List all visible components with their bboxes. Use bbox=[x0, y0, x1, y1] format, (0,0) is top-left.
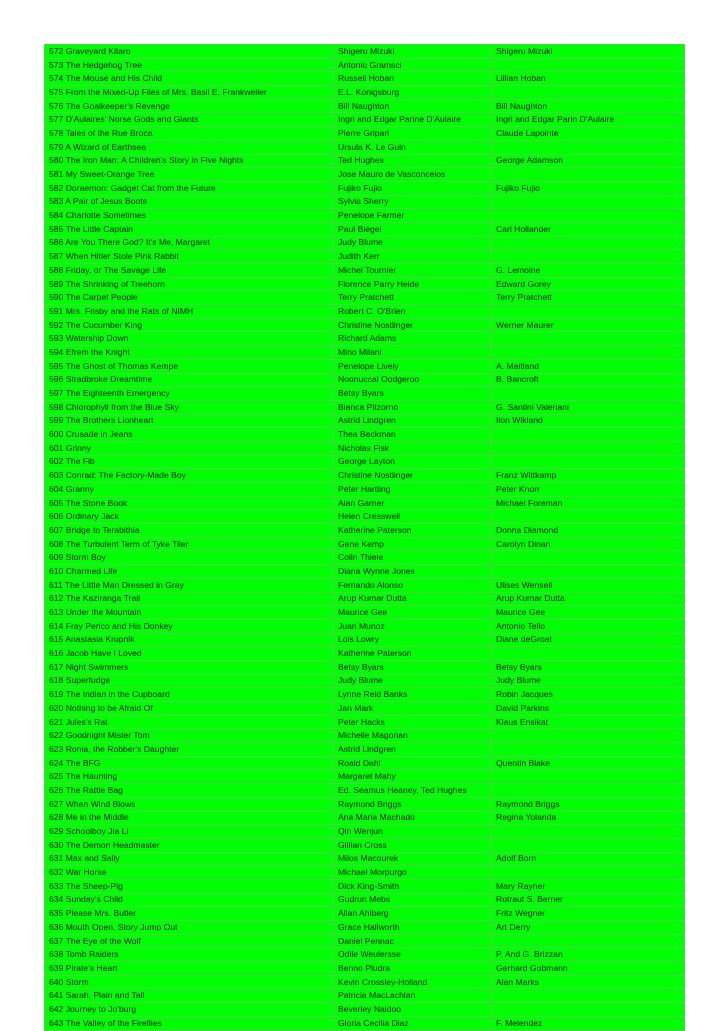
author-cell: Mino Milani bbox=[334, 346, 492, 360]
illustrator-cell bbox=[492, 332, 685, 346]
author-cell: Bill Naughton bbox=[334, 99, 492, 113]
author-cell: Ana Maria Machado bbox=[334, 811, 492, 825]
illustrator-cell: Diane deGroat bbox=[492, 633, 685, 647]
author-cell: Helen Cresswell bbox=[334, 510, 492, 524]
illustrator-cell: David Parkins bbox=[492, 702, 685, 716]
title-cell: 637 The Eye of the Wolf bbox=[45, 934, 334, 948]
table-row bbox=[45, 619, 685, 633]
author-cell: Milos Macourek bbox=[334, 852, 492, 866]
illustrator-cell: G. Santini Valeriani bbox=[492, 400, 685, 414]
title-cell: 631 Max and Sally bbox=[45, 852, 334, 866]
table-row bbox=[45, 606, 685, 620]
title-cell: 590 The Carpet People bbox=[45, 291, 334, 305]
table-row bbox=[45, 154, 685, 168]
table-row bbox=[45, 373, 685, 387]
author-cell: Richard Adams bbox=[334, 332, 492, 346]
illustrator-cell: Peter Knorr bbox=[492, 483, 685, 497]
illustrator-cell: A. Maitland bbox=[492, 359, 685, 373]
table-row bbox=[45, 222, 685, 236]
illustrator-cell: Shigeru Mizuki bbox=[492, 45, 685, 59]
author-cell: Astrid Lindgren bbox=[334, 743, 492, 757]
title-cell: 611 The Little Man Dressed in Gray bbox=[45, 578, 334, 592]
table-row bbox=[45, 989, 685, 1003]
illustrator-cell bbox=[492, 647, 685, 661]
title-cell: 582 Doraemon: Gadget Cat from the Future bbox=[45, 181, 334, 195]
illustrator-cell: Ilon Wikland bbox=[492, 414, 685, 428]
author-cell: Judy Blume bbox=[334, 674, 492, 688]
author-cell: Arup Kumar Dutta bbox=[334, 592, 492, 606]
table-row bbox=[45, 236, 685, 250]
title-cell: 576 The Goalkeeper's Revenge bbox=[45, 99, 334, 113]
title-cell: 594 Efrem the Knight bbox=[45, 346, 334, 360]
table-row bbox=[45, 469, 685, 483]
illustrator-cell bbox=[492, 58, 685, 72]
table-row bbox=[45, 838, 685, 852]
illustrator-cell: F. Melendez bbox=[492, 1016, 685, 1030]
title-cell: 577 D'Aulaires' Norse Gods and Giants bbox=[45, 113, 334, 127]
table-row bbox=[45, 58, 685, 72]
book-list-table bbox=[44, 44, 685, 1031]
illustrator-cell bbox=[492, 934, 685, 948]
table-row bbox=[45, 140, 685, 154]
table-row bbox=[45, 770, 685, 784]
title-cell: 597 The Eighteenth Emergency bbox=[45, 387, 334, 401]
title-cell: 621 Jules's Rat bbox=[45, 715, 334, 729]
author-cell: Michael Morpurgo bbox=[334, 866, 492, 880]
author-cell: Gloria Cecilia Diaz bbox=[334, 1016, 492, 1030]
title-cell: 574 The Mouse and His Child bbox=[45, 72, 334, 86]
illustrator-cell bbox=[492, 250, 685, 264]
illustrator-cell bbox=[492, 441, 685, 455]
author-cell: Dick King-Smith bbox=[334, 879, 492, 893]
author-cell: Nicholas Fisk bbox=[334, 441, 492, 455]
title-cell: 605 The Stone Book bbox=[45, 496, 334, 510]
title-cell: 606 Ordinary Jack bbox=[45, 510, 334, 524]
table-row bbox=[45, 1003, 685, 1017]
table-row bbox=[45, 729, 685, 743]
table-row bbox=[45, 264, 685, 278]
illustrator-cell: Raymond Briggs bbox=[492, 797, 685, 811]
table-row bbox=[45, 483, 685, 497]
illustrator-cell bbox=[492, 825, 685, 839]
illustrator-cell bbox=[492, 305, 685, 319]
title-cell: 585 The Little Captain bbox=[45, 222, 334, 236]
table-row bbox=[45, 551, 685, 565]
illustrator-cell: Claude Lapointe bbox=[492, 127, 685, 141]
illustrator-cell bbox=[492, 770, 685, 784]
table-row bbox=[45, 797, 685, 811]
title-cell: 629 Schoolboy Jia Li bbox=[45, 825, 334, 839]
table-row bbox=[45, 86, 685, 100]
table-row bbox=[45, 921, 685, 935]
table-row bbox=[45, 346, 685, 360]
illustrator-cell bbox=[492, 784, 685, 798]
table-row bbox=[45, 291, 685, 305]
table-row bbox=[45, 702, 685, 716]
table-row bbox=[45, 455, 685, 469]
author-cell: Fernando Alonso bbox=[334, 578, 492, 592]
table-row bbox=[45, 537, 685, 551]
author-cell: Jan Mark bbox=[334, 702, 492, 716]
title-cell: 572 Graveyard Kitaro bbox=[45, 45, 334, 59]
author-cell: Gene Kemp bbox=[334, 537, 492, 551]
table-row bbox=[45, 934, 685, 948]
illustrator-cell: Ulises Wensell bbox=[492, 578, 685, 592]
table-row bbox=[45, 907, 685, 921]
table-row bbox=[45, 387, 685, 401]
author-cell: Betsy Byars bbox=[334, 387, 492, 401]
author-cell: Astrid Lindgren bbox=[334, 414, 492, 428]
author-cell: Alan Garner bbox=[334, 496, 492, 510]
author-cell: Judy Blume bbox=[334, 236, 492, 250]
illustrator-cell bbox=[492, 565, 685, 579]
illustrator-cell: Betsy Byars bbox=[492, 660, 685, 674]
title-cell: 584 Charlotte Sometimes bbox=[45, 209, 334, 223]
title-cell: 578 Tales of the Rue Broca bbox=[45, 127, 334, 141]
illustrator-cell: Franz Wittkamp bbox=[492, 469, 685, 483]
table-row bbox=[45, 688, 685, 702]
illustrator-cell bbox=[492, 140, 685, 154]
table-row bbox=[45, 756, 685, 770]
table-row bbox=[45, 441, 685, 455]
table-row bbox=[45, 113, 685, 127]
title-cell: 634 Sunday's Child bbox=[45, 893, 334, 907]
author-cell: Odile Weulersse bbox=[334, 948, 492, 962]
table-row bbox=[45, 578, 685, 592]
author-cell: Robert C. O'Brien bbox=[334, 305, 492, 319]
author-cell: Pierre Gripari bbox=[334, 127, 492, 141]
illustrator-cell bbox=[492, 387, 685, 401]
author-cell: Noonuccal Oodgeroo bbox=[334, 373, 492, 387]
author-cell: Raymond Briggs bbox=[334, 797, 492, 811]
table-row bbox=[45, 318, 685, 332]
illustrator-cell: Art Derry bbox=[492, 921, 685, 935]
author-cell: Katherine Paterson bbox=[334, 524, 492, 538]
author-cell: Colin Thiele bbox=[334, 551, 492, 565]
author-cell: Allan Ahlberg bbox=[334, 907, 492, 921]
table-row bbox=[45, 784, 685, 798]
author-cell: Patricia MacLachlan bbox=[334, 989, 492, 1003]
illustrator-cell: Antonio Tello bbox=[492, 619, 685, 633]
table-row bbox=[45, 660, 685, 674]
title-cell: 600 Crusade in Jeans bbox=[45, 428, 334, 442]
illustrator-cell: Maurice Gee bbox=[492, 606, 685, 620]
table-row bbox=[45, 305, 685, 319]
table-row bbox=[45, 1016, 685, 1030]
illustrator-cell: G. Lemoine bbox=[492, 264, 685, 278]
table-row bbox=[45, 72, 685, 86]
author-cell: Lois Lowry bbox=[334, 633, 492, 647]
author-cell: Paul Biegel bbox=[334, 222, 492, 236]
table-row bbox=[45, 962, 685, 976]
illustrator-cell bbox=[492, 428, 685, 442]
author-cell: Sylvia Sherry bbox=[334, 195, 492, 209]
illustrator-cell: Ingri and Edgar Parin D'Aulaire bbox=[492, 113, 685, 127]
author-cell: Margaret Mahy bbox=[334, 770, 492, 784]
author-cell: Jose Mauro de Vasconcelos bbox=[334, 168, 492, 182]
author-cell: Russell Hoban bbox=[334, 72, 492, 86]
title-cell: 623 Ronia, the Robber's Daughter bbox=[45, 743, 334, 757]
title-cell: 609 Storm Boy bbox=[45, 551, 334, 565]
illustrator-cell: Carl Hollander bbox=[492, 222, 685, 236]
illustrator-cell bbox=[492, 86, 685, 100]
table-row bbox=[45, 428, 685, 442]
title-cell: 608 The Turbulent Term of Tyke Tiler bbox=[45, 537, 334, 551]
table-row bbox=[45, 332, 685, 346]
table-row bbox=[45, 209, 685, 223]
table-row bbox=[45, 565, 685, 579]
author-cell: Fujiko Fujio bbox=[334, 181, 492, 195]
title-cell: 619 The Indian in the Cupboard bbox=[45, 688, 334, 702]
illustrator-cell: Michael Foreman bbox=[492, 496, 685, 510]
table-row bbox=[45, 674, 685, 688]
table-row bbox=[45, 510, 685, 524]
author-cell: Juan Munoz bbox=[334, 619, 492, 633]
title-cell: 633 The Sheep-Pig bbox=[45, 879, 334, 893]
title-cell: 641 Sarah, Plain and Tall bbox=[45, 989, 334, 1003]
author-cell: Shigeru Mizuki bbox=[334, 45, 492, 59]
author-cell: Ursula K. Le Guin bbox=[334, 140, 492, 154]
illustrator-cell: Fritz Wegner bbox=[492, 907, 685, 921]
table-row bbox=[45, 948, 685, 962]
table-row bbox=[45, 633, 685, 647]
title-cell: 599 The Brothers Lionheart bbox=[45, 414, 334, 428]
table-row bbox=[45, 496, 685, 510]
title-cell: 622 Goodnight Mister Tom bbox=[45, 729, 334, 743]
illustrator-cell bbox=[492, 209, 685, 223]
author-cell: Gudrun Mebs bbox=[334, 893, 492, 907]
illustrator-cell bbox=[492, 729, 685, 743]
table-row bbox=[45, 168, 685, 182]
table-row bbox=[45, 743, 685, 757]
author-cell: Ted Hughes bbox=[334, 154, 492, 168]
table-row bbox=[45, 592, 685, 606]
title-cell: 620 Nothing to be Afraid Of bbox=[45, 702, 334, 716]
illustrator-cell bbox=[492, 236, 685, 250]
title-cell: 579 A Wizard of Earthsea bbox=[45, 140, 334, 154]
table-row bbox=[45, 277, 685, 291]
table-row bbox=[45, 524, 685, 538]
title-cell: 595 The Ghost of Thomas Kempe bbox=[45, 359, 334, 373]
author-cell: George Layton bbox=[334, 455, 492, 469]
illustrator-cell bbox=[492, 989, 685, 1003]
table-row bbox=[45, 400, 685, 414]
title-cell: 632 War Horse bbox=[45, 866, 334, 880]
title-cell: 636 Mouth Open, Story Jump Out bbox=[45, 921, 334, 935]
title-cell: 643 The Valley of the Fireflies bbox=[45, 1016, 334, 1030]
table-row bbox=[45, 99, 685, 113]
illustrator-cell: Adolf Born bbox=[492, 852, 685, 866]
title-cell: 639 Pirate's Heart bbox=[45, 962, 334, 976]
title-cell: 640 Storm bbox=[45, 975, 334, 989]
table-row bbox=[45, 852, 685, 866]
author-cell: Katherine Paterson bbox=[334, 647, 492, 661]
author-cell: Christine Nostlinger bbox=[334, 469, 492, 483]
author-cell: Roald Dahl bbox=[334, 756, 492, 770]
illustrator-cell: Werner Maurer bbox=[492, 318, 685, 332]
title-cell: 589 The Shrinking of Treehorn bbox=[45, 277, 334, 291]
title-cell: 635 Please Mrs. Butler bbox=[45, 907, 334, 921]
author-cell: Antonio Gramsci bbox=[334, 58, 492, 72]
author-cell: Beverley Naidoo bbox=[334, 1003, 492, 1017]
illustrator-cell bbox=[492, 1003, 685, 1017]
illustrator-cell: Donna Diamond bbox=[492, 524, 685, 538]
illustrator-cell: Robin Jacques bbox=[492, 688, 685, 702]
author-cell: Benno Pludra bbox=[334, 962, 492, 976]
title-cell: 583 A Pair of Jesus Boots bbox=[45, 195, 334, 209]
table-row bbox=[45, 825, 685, 839]
title-cell: 587 When Hitler Stole Pink Rabbit bbox=[45, 250, 334, 264]
author-cell: Peter Hacks bbox=[334, 715, 492, 729]
author-cell: Diana Wynne Jones bbox=[334, 565, 492, 579]
title-cell: 575 From the Mixed-Up Files of Mrs. Basil E. Frankweiler bbox=[45, 86, 334, 100]
title-cell: 625 The Haunting bbox=[45, 770, 334, 784]
author-cell: Penelope Farmer bbox=[334, 209, 492, 223]
title-cell: 630 The Demon Headmaster bbox=[45, 838, 334, 852]
title-cell: 614 Fray Perico and His Donkey bbox=[45, 619, 334, 633]
title-cell: 617 Night Swimmers bbox=[45, 660, 334, 674]
table-row bbox=[45, 715, 685, 729]
title-cell: 592 The Cucumber King bbox=[45, 318, 334, 332]
table-row bbox=[45, 879, 685, 893]
illustrator-cell: Lillian Hoban bbox=[492, 72, 685, 86]
title-cell: 624 The BFG bbox=[45, 756, 334, 770]
table-row bbox=[45, 866, 685, 880]
author-cell: Penelope Lively bbox=[334, 359, 492, 373]
illustrator-cell: Bill Naughton bbox=[492, 99, 685, 113]
title-cell: 598 Chlorophyll from the Blue Sky bbox=[45, 400, 334, 414]
illustrator-cell: Rotraut S. Berner bbox=[492, 893, 685, 907]
author-cell: E.L. Konigsburg bbox=[334, 86, 492, 100]
illustrator-cell: Regina Yolanda bbox=[492, 811, 685, 825]
illustrator-cell bbox=[492, 346, 685, 360]
illustrator-cell: Edward Gorey bbox=[492, 277, 685, 291]
author-cell: Ingri and Edgar Parine D'Aulaire bbox=[334, 113, 492, 127]
illustrator-cell bbox=[492, 551, 685, 565]
illustrator-cell bbox=[492, 838, 685, 852]
table-row bbox=[45, 647, 685, 661]
author-cell: Gillian Cross bbox=[334, 838, 492, 852]
title-cell: 573 The Hedgehog Tree bbox=[45, 58, 334, 72]
author-cell: Michelle Magorian bbox=[334, 729, 492, 743]
title-cell: 612 The Kaziranga Trail bbox=[45, 592, 334, 606]
table-row bbox=[45, 127, 685, 141]
author-cell: Judith Kerr bbox=[334, 250, 492, 264]
title-cell: 616 Jacob Have I Loved bbox=[45, 647, 334, 661]
author-cell: Maurice Gee bbox=[334, 606, 492, 620]
author-cell: Daniel Pennac bbox=[334, 934, 492, 948]
illustrator-cell bbox=[492, 510, 685, 524]
illustrator-cell bbox=[492, 168, 685, 182]
title-cell: 615 Anastasia Krupnik bbox=[45, 633, 334, 647]
author-cell: Bianca Pitzorno bbox=[334, 400, 492, 414]
author-cell: Kevin Crossley-Holland bbox=[334, 975, 492, 989]
table-row bbox=[45, 181, 685, 195]
author-cell: Christine Nostlinger bbox=[334, 318, 492, 332]
title-cell: 603 Conrad: The Factory-Made Boy bbox=[45, 469, 334, 483]
illustrator-cell: Alan Marks bbox=[492, 975, 685, 989]
author-cell: Qin Wenjun bbox=[334, 825, 492, 839]
book-list-body bbox=[45, 45, 685, 1031]
illustrator-cell bbox=[492, 743, 685, 757]
title-cell: 627 When Wind Blows bbox=[45, 797, 334, 811]
illustrator-cell: Judy Blume bbox=[492, 674, 685, 688]
author-cell: Betsy Byars bbox=[334, 660, 492, 674]
author-cell: Grace Hallworth bbox=[334, 921, 492, 935]
illustrator-cell: Terry Pratchett bbox=[492, 291, 685, 305]
title-cell: 613 Under the Mountain bbox=[45, 606, 334, 620]
author-cell: Terry Pratchett bbox=[334, 291, 492, 305]
illustrator-cell: George Adamson bbox=[492, 154, 685, 168]
illustrator-cell: Gerhard Gobmann bbox=[492, 962, 685, 976]
table-row bbox=[45, 975, 685, 989]
title-cell: 604 Granny bbox=[45, 483, 334, 497]
title-cell: 601 Grinny bbox=[45, 441, 334, 455]
title-cell: 638 Tomb Raiders bbox=[45, 948, 334, 962]
title-cell: 628 Me in the Middle bbox=[45, 811, 334, 825]
title-cell: 593 Watership Down bbox=[45, 332, 334, 346]
table-row bbox=[45, 893, 685, 907]
table-row bbox=[45, 250, 685, 264]
author-cell: Lynne Reid Banks bbox=[334, 688, 492, 702]
table-row bbox=[45, 359, 685, 373]
illustrator-cell: Quentin Blake bbox=[492, 756, 685, 770]
title-cell: 581 My Sweet-Orange Tree bbox=[45, 168, 334, 182]
illustrator-cell: B. Bancroft bbox=[492, 373, 685, 387]
title-cell: 642 Journey to Jo'burg bbox=[45, 1003, 334, 1017]
illustrator-cell: Klaus Ensikat bbox=[492, 715, 685, 729]
title-cell: 607 Bridge to Terabithia bbox=[45, 524, 334, 538]
table-row bbox=[45, 414, 685, 428]
title-cell: 610 Charmed Life bbox=[45, 565, 334, 579]
author-cell: Florence Parry Heide bbox=[334, 277, 492, 291]
table-row bbox=[45, 45, 685, 59]
title-cell: 618 Superfudge bbox=[45, 674, 334, 688]
illustrator-cell: Carolyn Dinan bbox=[492, 537, 685, 551]
illustrator-cell: Fujiko Fujio bbox=[492, 181, 685, 195]
illustrator-cell bbox=[492, 455, 685, 469]
title-cell: 602 The Fib bbox=[45, 455, 334, 469]
title-cell: 591 Mrs. Frisby and the Rats of NIMH bbox=[45, 305, 334, 319]
table-row bbox=[45, 811, 685, 825]
title-cell: 588 Friday, or The Savage Life bbox=[45, 264, 334, 278]
title-cell: 586 Are You There God? It's Me, Margaret bbox=[45, 236, 334, 250]
table-row bbox=[45, 195, 685, 209]
author-cell: Thea Beckman bbox=[334, 428, 492, 442]
illustrator-cell bbox=[492, 195, 685, 209]
illustrator-cell: P. And G. Brizzan bbox=[492, 948, 685, 962]
illustrator-cell: Mary Rayner bbox=[492, 879, 685, 893]
illustrator-cell bbox=[492, 866, 685, 880]
title-cell: 596 Stradbroke Dreamtime bbox=[45, 373, 334, 387]
author-cell: Michel Tournier bbox=[334, 264, 492, 278]
illustrator-cell: Arup Kumar Dutta bbox=[492, 592, 685, 606]
author-cell: Peter Hartling bbox=[334, 483, 492, 497]
title-cell: 626 The Rattle Bag bbox=[45, 784, 334, 798]
author-cell: Ed. Seamus Heaney, Ted Hughes bbox=[334, 784, 492, 798]
title-cell: 580 The Iron Man: A Children's Story in Five Nights bbox=[45, 154, 334, 168]
